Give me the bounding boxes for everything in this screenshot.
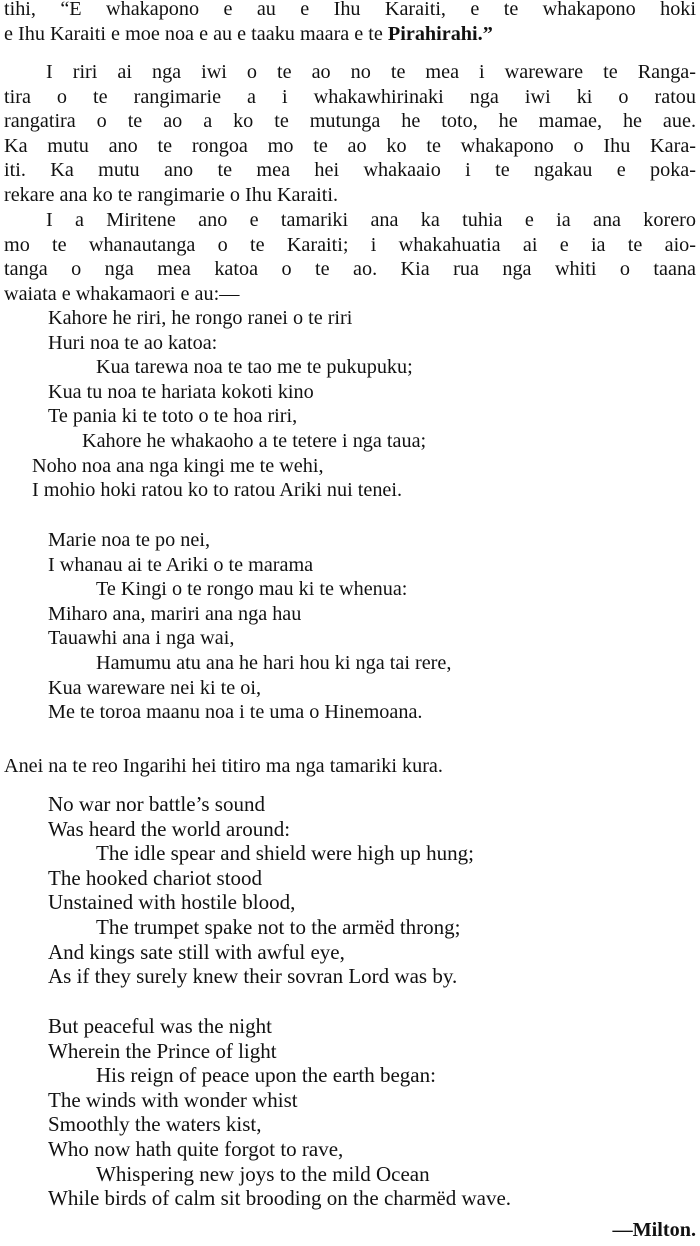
- verse-line: Whispering new joys to the mild Ocean: [96, 1161, 430, 1186]
- verse-line: Kua wareware nei ki te oi,: [48, 676, 261, 699]
- verse-line: Me te toroa maanu noa i te uma o Hinemoana.: [48, 701, 423, 724]
- paragraph-line: tira o te rangimarie a i whakawhirinaki nga iwi ki o ratou: [4, 85, 696, 108]
- verse-line: And kings sate still with awful eye,: [48, 939, 345, 964]
- verse-line: Unstained with hostile blood,: [48, 890, 296, 915]
- verse-line: I mohio hoki ratou ko to ratou Ariki nui tenei.: [32, 479, 403, 502]
- verse-line: Kahore he riri, he rongo ranei o te riri: [48, 307, 353, 329]
- verse-line: Who now hath quite forgot to rave,: [48, 1136, 344, 1161]
- verse-line: The winds with wonder whist: [48, 1087, 298, 1112]
- verse-line: The trumpet spake not to the armëd throng;: [96, 914, 461, 939]
- verse-line: His reign of peace upon the earth began:: [96, 1063, 436, 1088]
- paragraph-2: [4, 60, 696, 208]
- paragraph-3: [4, 208, 696, 306]
- verse-line: I whanau ai te Ariki o te marama: [48, 553, 314, 576]
- verse-line: Smoothly the waters kist,: [48, 1112, 262, 1137]
- verse-line: No war nor battle’s sound: [48, 792, 265, 816]
- paragraph-line: I a Miritene ano e tamariki ana ka tuhia e ia ana korero: [46, 209, 696, 231]
- paragraph-line: tihi, “E whakapono e au e Ihu Karaiti, e te whakapono hoki: [4, 0, 696, 20]
- verse-line: The idle spear and shield were high up hung;: [96, 841, 474, 866]
- bold-word: Pirahirahi.”: [387, 22, 493, 45]
- verse-line: Kua tarewa noa te tao me te pukupuku;: [96, 356, 413, 379]
- paragraph-1: [4, 0, 696, 46]
- maori-verse-stanza-2: [0, 528, 700, 725]
- verse-line: Kua tu noa te hariata kokoti kino: [48, 380, 314, 403]
- english-verse-stanza-2: [0, 1014, 700, 1211]
- verse-line: Kahore he whakaoho a te tetere i nga taua;: [82, 429, 427, 452]
- verse-line: But peaceful was the night: [48, 1014, 272, 1038]
- english-verse-stanza-1: [0, 792, 700, 989]
- paragraph-text: e Ihu Karaiti e moe noa e au e taaku maara e te: [4, 22, 388, 45]
- paragraph-line: Ka mutu ano te rongoa mo te ao ko te whakapono o Ihu Kara-: [4, 134, 696, 157]
- verse-line: Huri noa te ao katoa:: [48, 331, 218, 354]
- verse-line: Was heard the world around:: [48, 816, 291, 841]
- verse-line: Marie noa te po nei,: [48, 529, 211, 551]
- verse-line: As if they surely knew their sovran Lord was by.: [48, 964, 458, 989]
- verse-line: Wherein the Prince of light: [48, 1038, 277, 1063]
- verse-line: Te pania ki te toto o te hoa riri,: [48, 405, 298, 428]
- author-attribution: —Milton.: [612, 1219, 696, 1241]
- verse-line: Tauawhi ana i nga wai,: [48, 627, 235, 650]
- paragraph-line: waiata e whakamaori e au:—: [4, 282, 240, 305]
- verse-line: Hamumu atu ana he hari hou ki nga tai rere,: [96, 651, 452, 674]
- verse-line: While birds of calm sit brooding on the charmëd wave.: [48, 1186, 512, 1211]
- paragraph-line: rekare ana ko te rangimarie o Ihu Karaiti.: [4, 183, 339, 206]
- paragraph-line: rangatira o te ao a ko te mutunga he toto, he mamae, he aue.: [4, 110, 696, 133]
- verse-line: Miharo ana, mariri ana nga hau: [48, 602, 302, 625]
- verse-line: The hooked chariot stood: [48, 865, 263, 890]
- paragraph-line: [4, 22, 696, 47]
- intro-line: Anei na te reo Ingarihi hei titiro ma nga tamariki kura.: [4, 755, 443, 777]
- maori-verse-stanza-1: [0, 306, 700, 503]
- paragraph-line: tanga o nga mea katoa o te ao. Kia rua nga whiti o taana: [4, 258, 696, 281]
- paragraph-line: iti. Ka mutu ano te mea hei whakaaio i te ngakau e poka-: [4, 159, 696, 182]
- paragraph-line: mo te whanautanga o te Karaiti; i whakahuatia ai e ia te aio-: [4, 233, 696, 256]
- paragraph-line: I riri ai nga iwi o te ao no te mea i wareware te Ranga-: [46, 61, 696, 83]
- verse-line: Te Kingi o te rongo mau ki te whenua:: [96, 578, 408, 601]
- verse-line: Noho noa ana nga kingi me te wehi,: [32, 454, 324, 477]
